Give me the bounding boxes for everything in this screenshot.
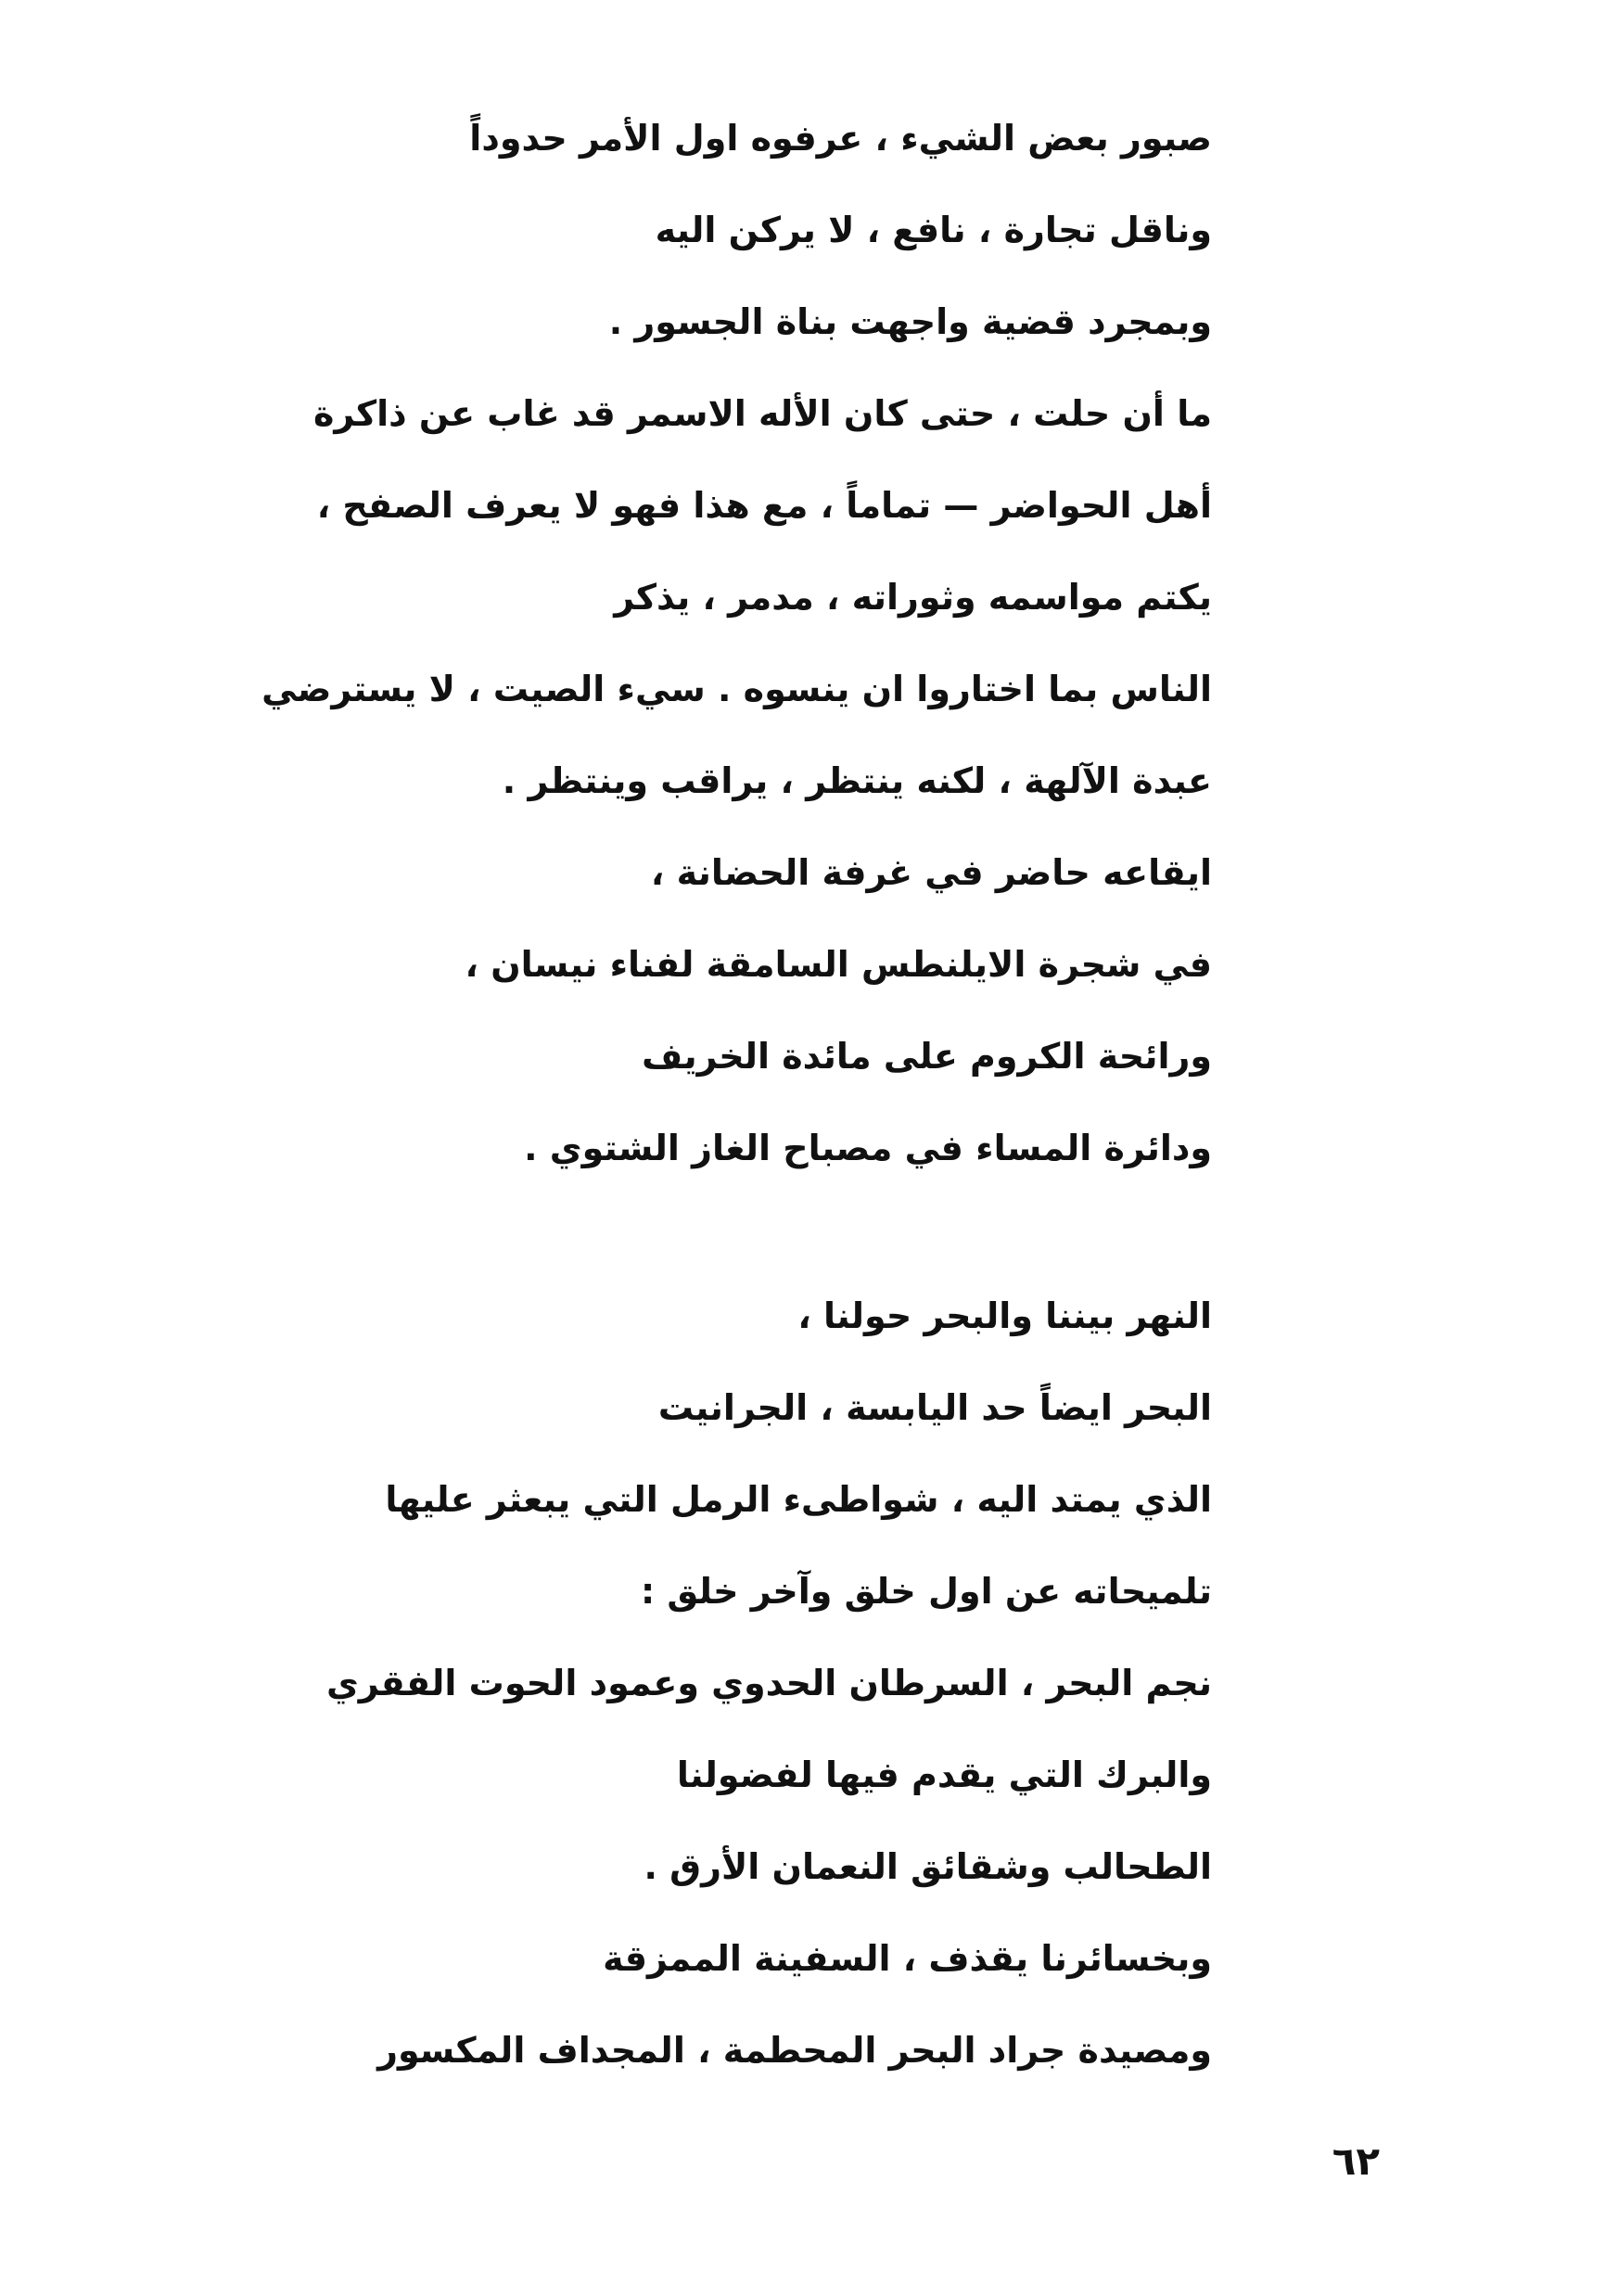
page-number: ٦٢ [1332,2138,1380,2184]
poem-line: والبرك التي يقدم فيها لفضولنا [676,1754,1212,1795]
poem-line: ورائحة الكروم على مائدة الخريف [642,1036,1212,1077]
stanza-1 [62,93,1212,1194]
poem-line: ايقاعه حاضر في غرفة الحضانة ، [650,852,1212,893]
poem-line: نجم البحر ، السرطان الحدوي وعمود الحوت الفقري [325,1663,1212,1703]
poem-line: أهل الحواضر — تماماً ، مع هذا فهو لا يعرف الصفح ، [316,485,1212,526]
poem-line: البحر ايضاً حد اليابسة ، الجرانيت [657,1387,1212,1428]
poem-line: وبخسائرنا يقذف ، السفينة الممزقة [603,1938,1212,1979]
poem-line: عبدة الآلهة ، لكنه ينتظر ، يراقب وينتظر . [502,760,1212,801]
poem-line: الذي يمتد اليه ، شواطىء الرمل التي يبعثر عليها [385,1479,1212,1520]
poem-line: وناقل تجارة ، نافع ، لا يركن اليه [655,210,1212,250]
poem-line: النهر بيننا والبحر حولنا ، [797,1295,1212,1336]
stanza-2 [62,1270,1212,2097]
poem-line: الناس بما اختاروا ان ينسوه . سيء الصيت ، لا يسترضي [261,669,1212,709]
poem-line: ودائرة المساء في مصباح الغاز الشتوي . [524,1128,1212,1168]
poem-line: ومصيدة جراد البحر المحطمة ، المجداف المكسور [377,2030,1212,2071]
poem-line: ما أن حلت ، حتى كان الأله الاسمر قد غاب عن ذاكرة [312,393,1212,434]
poem-line: الطحالب وشقائق النعمان الأرق . [644,1846,1212,1887]
poem-line: يكتم مواسمه وثوراته ، مدمر ، يذكر [614,577,1212,618]
poem-text [62,93,1212,2097]
poem-line: صبور بعض الشيء ، عرفوه اول الأمر حدوداً [469,118,1212,159]
poem-line: تلميحاته عن اول خلق وآخر خلق : [640,1571,1212,1612]
poem-line: وبمجرد قضية واجهت بناة الجسور . [608,301,1212,342]
poem-line: في شجرة الايلنطس السامقة لفناء نيسان ، [465,944,1212,985]
